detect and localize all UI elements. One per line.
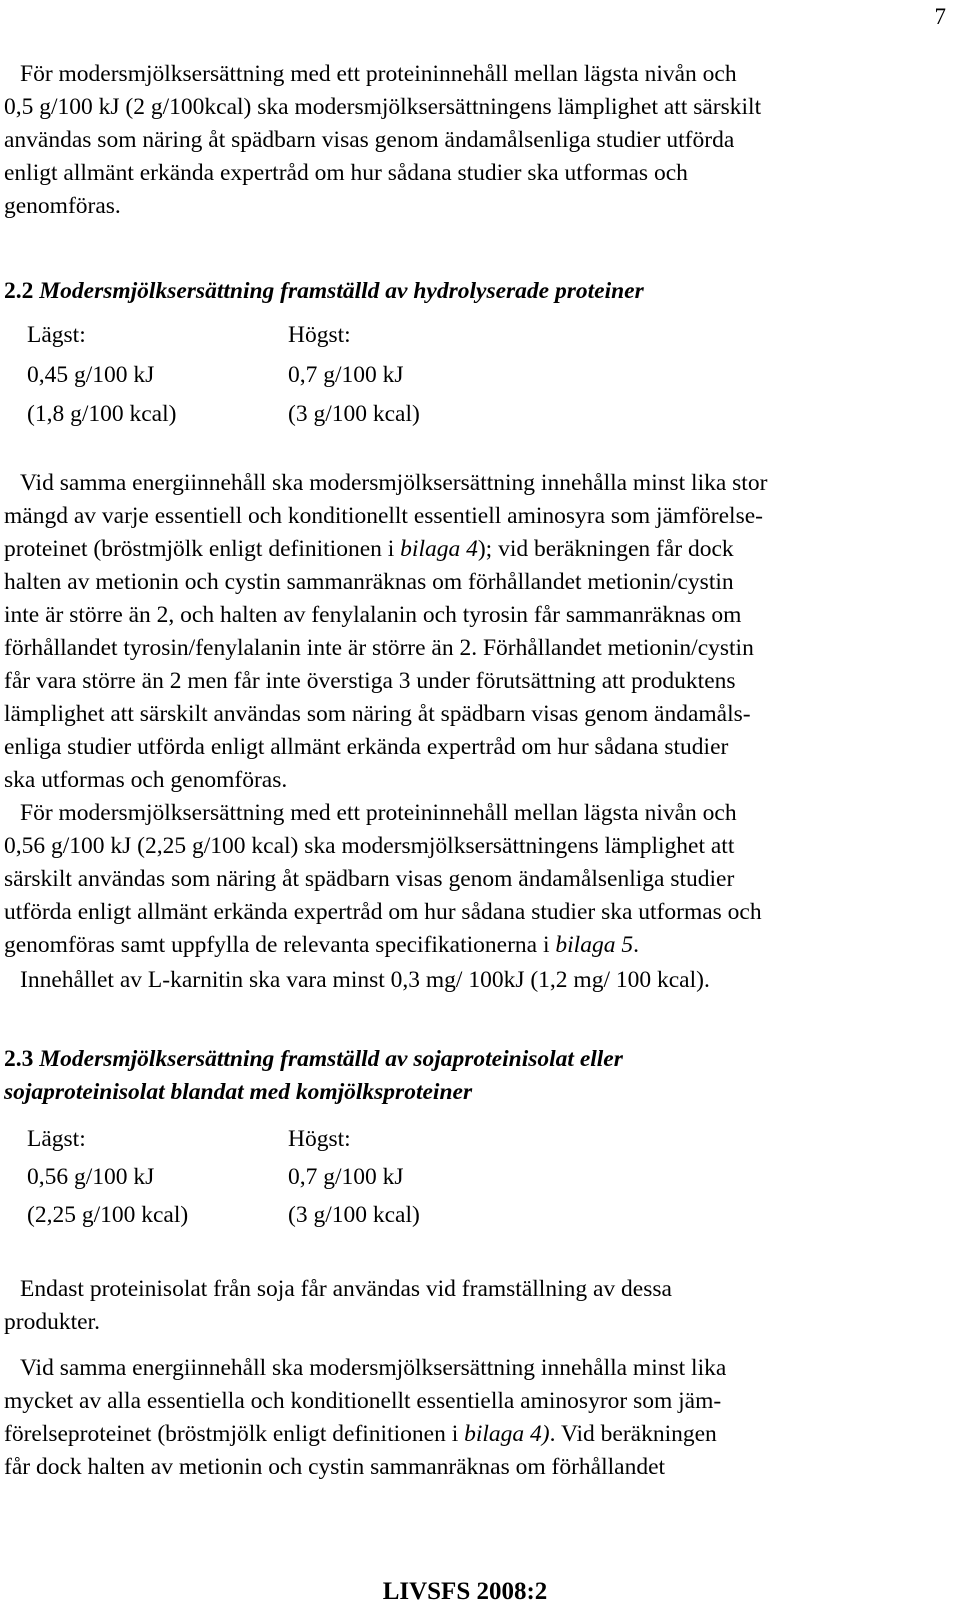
- highest-kcal: (3 g/100 kcal): [288, 1202, 420, 1228]
- highest-kcal: (3 g/100 kcal): [288, 401, 420, 427]
- text-line: För modersmjölksersättning med ett proteininnehåll mellan lägsta nivån och: [20, 800, 737, 826]
- text-segment: . Vid beräkningen: [549, 1421, 717, 1447]
- text-line: användas som näring åt spädbarn visas genom ändamålsenliga studier utförda: [4, 127, 735, 153]
- text-line: mängd av varje essentiell och konditionellt essentiell aminosyra som jämförelse-: [4, 503, 763, 529]
- text-segment: proteinet (bröstmjölk enligt definitionen i: [4, 536, 401, 562]
- text-line: produkter.: [4, 1309, 100, 1335]
- text-line: [4, 934, 639, 958]
- section-number: 2.3: [4, 1046, 34, 1072]
- text-line: får vara större än 2 men får inte överstiga 3 under förutsättning att produktens: [4, 668, 736, 694]
- section-heading-2-2: [4, 278, 644, 305]
- text-segment: genomföras samt uppfylla de relevanta specifikationerna i: [4, 932, 556, 958]
- highest-label: Högst:: [288, 322, 351, 348]
- text-segment: ); vid beräkningen får dock: [477, 536, 734, 562]
- annex-reference: bilaga 5: [555, 932, 634, 958]
- section-heading-2-3: [4, 1046, 623, 1073]
- lowest-label: Lägst:: [27, 322, 86, 348]
- text-line: 0,5 g/100 kJ (2 g/100kcal) ska modersmjölksersättningens lämplighet att särskilt: [4, 94, 762, 120]
- lowest-label: Lägst:: [27, 1126, 86, 1152]
- text-line: Vid samma energiinnehåll ska modersmjölksersättning innehålla minst lika stor: [20, 470, 768, 496]
- text-line: enligt allmänt erkända expertråd om hur sådana studier ska utformas och: [4, 160, 688, 186]
- text-line: särskilt användas som näring åt spädbarn visas genom ändamålsenliga studier: [4, 866, 735, 892]
- annex-reference: bilaga 4: [400, 536, 478, 562]
- highest-label: Högst:: [288, 1126, 351, 1152]
- text-line: lämplighet att särskilt användas som näring åt spädbarn visas genom ändamåls-: [4, 701, 751, 727]
- text-line: ska utformas och genomföras.: [4, 767, 288, 793]
- lowest-kj: 0,56 g/100 kJ: [27, 1164, 155, 1190]
- text-line: [4, 1423, 717, 1447]
- text-line: 0,56 g/100 kJ (2,25 g/100 kcal) ska modersmjölksersättningens lämplighet att: [4, 833, 735, 859]
- text-segment: .: [633, 932, 639, 958]
- text-line: inte är större än 2, och halten av fenylalanin och tyrosin får sammanräknas om: [4, 602, 742, 628]
- section-title-line-2: sojaproteinisolat blandat med komjölksproteiner: [4, 1079, 473, 1105]
- highest-kj: 0,7 g/100 kJ: [288, 362, 404, 388]
- lowest-kcal: (1,8 g/100 kcal): [27, 401, 177, 427]
- text-line: genomföras.: [4, 193, 121, 219]
- text-line: utförda enligt allmänt erkända expertråd om hur sådana studier ska utformas och: [4, 899, 762, 925]
- page-number: 7: [934, 4, 946, 29]
- annex-reference: bilaga 4): [464, 1421, 550, 1447]
- text-line: förhållandet tyrosin/fenylalanin inte är större än 2. Förhållandet metionin/cystin: [4, 635, 754, 661]
- text-line: För modersmjölksersättning med ett proteininnehåll mellan lägsta nivån och: [20, 61, 737, 87]
- lowest-kcal: (2,25 g/100 kcal): [27, 1202, 189, 1228]
- text-line: [4, 538, 734, 562]
- text-line: mycket av alla essentiella och konditionellt essentiella aminosyror som jäm-: [4, 1388, 722, 1414]
- text-line: Endast proteinisolat från soja får användas vid framställning av dessa: [20, 1276, 672, 1302]
- highest-kj: 0,7 g/100 kJ: [288, 1164, 404, 1190]
- section-title: Modersmjölksersättning framställd av hydrolyserade proteiner: [39, 278, 644, 304]
- carnitine-paragraph: Innehållet av L-karnitin ska vara minst 0,3 mg/ 100kJ (1,2 mg/ 100 kcal).: [20, 967, 710, 993]
- lowest-kj: 0,45 g/100 kJ: [27, 362, 155, 388]
- section-number: 2.2: [4, 278, 34, 304]
- text-line: får dock halten av metionin och cystin sammanräknas om förhållandet: [4, 1454, 666, 1480]
- text-line: Vid samma energiinnehåll ska modersmjölksersättning innehålla minst lika: [20, 1355, 727, 1381]
- text-line: enliga studier utförda enligt allmänt erkända expertråd om hur sådana studier: [4, 734, 729, 760]
- text-line: halten av metionin och cystin sammanräknas om förhållandet metionin/cystin: [4, 569, 734, 595]
- section-title: Modersmjölksersättning framställd av sojaproteinisolat eller: [39, 1046, 623, 1072]
- document-reference-footer: LIVSFS 2008:2: [382, 1578, 548, 1605]
- text-segment: förelseproteinet (bröstmjölk enligt definitionen i: [4, 1421, 465, 1447]
